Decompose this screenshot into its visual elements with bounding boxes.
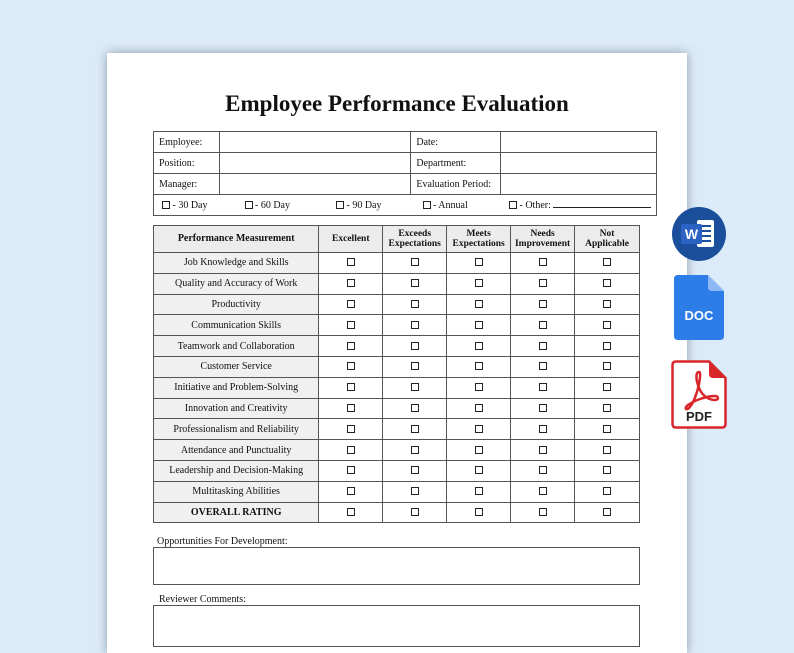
rating-checkbox[interactable]	[603, 258, 611, 266]
rating-cell	[447, 419, 511, 440]
criterion-label: Productivity	[154, 294, 319, 315]
period-option-90-day[interactable]: - 90 Day	[336, 200, 420, 211]
rating-cell	[575, 419, 640, 440]
rating-checkbox[interactable]	[411, 321, 419, 329]
rating-cell	[319, 481, 383, 502]
rating-cell	[383, 460, 447, 481]
rating-cell	[447, 398, 511, 419]
rating-checkbox[interactable]	[411, 383, 419, 391]
rating-checkbox[interactable]	[603, 446, 611, 454]
rating-cell	[319, 460, 383, 481]
rating-cell	[511, 253, 575, 274]
doc-file-icon[interactable]	[674, 275, 724, 340]
rating-cell	[319, 419, 383, 440]
rating-cell	[383, 336, 447, 357]
header-performance-measurement: Performance Measurement	[154, 226, 319, 253]
rating-checkbox[interactable]	[475, 487, 483, 495]
rating-cell	[447, 440, 511, 461]
rating-checkbox[interactable]	[475, 383, 483, 391]
rating-checkbox[interactable]	[603, 342, 611, 350]
rating-checkbox[interactable]	[539, 362, 547, 370]
rating-checkbox[interactable]	[539, 383, 547, 391]
rating-cell	[447, 377, 511, 398]
rating-cell	[447, 294, 511, 315]
period-checkbox[interactable]	[162, 201, 170, 209]
period-option-60-day[interactable]: - 60 Day	[245, 200, 334, 211]
period-option-30-day[interactable]: - 30 Day	[162, 200, 242, 211]
development-field[interactable]	[153, 547, 640, 585]
evaluation-period-label: Evaluation Period:	[411, 174, 501, 195]
rating-cell	[319, 253, 383, 274]
rating-cell	[511, 481, 575, 502]
rating-checkbox[interactable]	[411, 466, 419, 474]
employee-info-table	[153, 131, 657, 216]
employee-label: Employee:	[154, 132, 220, 153]
rating-checkbox[interactable]	[539, 300, 547, 308]
rating-checkbox[interactable]	[347, 446, 355, 454]
table-row	[154, 460, 640, 481]
rating-cell	[383, 419, 447, 440]
rating-cell	[511, 419, 575, 440]
rating-cell	[575, 294, 640, 315]
criterion-label: Professionalism and Reliability	[154, 419, 319, 440]
table-row	[154, 273, 640, 294]
rating-checkbox[interactable]	[411, 342, 419, 350]
rating-cell	[383, 398, 447, 419]
date-field[interactable]	[501, 132, 657, 153]
rating-cell	[319, 273, 383, 294]
rating-checkbox[interactable]	[347, 508, 355, 516]
rating-checkbox[interactable]	[603, 383, 611, 391]
rating-checkbox[interactable]	[603, 404, 611, 412]
department-label: Department:	[411, 153, 501, 174]
doc-label: DOC	[684, 308, 714, 323]
department-field[interactable]	[501, 153, 657, 174]
period-option-other[interactable]: - Other:	[509, 199, 651, 211]
rating-checkbox[interactable]	[475, 342, 483, 350]
rating-cell	[511, 356, 575, 377]
rating-checkbox[interactable]	[347, 258, 355, 266]
rating-checkbox[interactable]	[603, 300, 611, 308]
rating-checkbox[interactable]	[539, 279, 547, 287]
rating-checkbox[interactable]	[539, 342, 547, 350]
rating-checkbox[interactable]	[411, 425, 419, 433]
rating-checkbox[interactable]	[539, 508, 547, 516]
table-row	[154, 419, 640, 440]
table-row	[154, 377, 640, 398]
period-checkbox[interactable]	[336, 201, 344, 209]
pdf-label: PDF	[686, 409, 712, 424]
rating-checkbox[interactable]	[411, 508, 419, 516]
header-meets-expectations: Meets Expectations	[447, 226, 511, 253]
rating-cell	[575, 356, 640, 377]
rating-cell	[447, 502, 511, 523]
rating-checkbox[interactable]	[603, 466, 611, 474]
rating-checkbox[interactable]	[539, 404, 547, 412]
rating-checkbox[interactable]	[475, 300, 483, 308]
rating-cell	[319, 377, 383, 398]
rating-checkbox[interactable]	[539, 425, 547, 433]
position-label: Position:	[154, 153, 220, 174]
rating-cell	[511, 336, 575, 357]
table-row	[154, 253, 640, 274]
rating-cell	[447, 481, 511, 502]
overall-rating-row	[154, 502, 640, 523]
criterion-label: Leadership and Decision-Making	[154, 460, 319, 481]
header-excellent: Excellent	[319, 226, 383, 253]
rating-cell	[575, 273, 640, 294]
period-options	[154, 195, 657, 216]
table-row	[154, 398, 640, 419]
rating-checkbox[interactable]	[411, 487, 419, 495]
table-header-row	[154, 226, 640, 253]
rating-cell	[511, 398, 575, 419]
period-checkbox[interactable]	[423, 201, 431, 209]
table-row	[154, 481, 640, 502]
rating-checkbox[interactable]	[347, 487, 355, 495]
rating-checkbox[interactable]	[603, 487, 611, 495]
rating-checkbox[interactable]	[347, 279, 355, 287]
rating-cell	[511, 273, 575, 294]
rating-cell	[447, 253, 511, 274]
criterion-label: Multitasking Abilities	[154, 481, 319, 502]
overall-rating-label: OVERALL RATING	[154, 502, 319, 523]
criterion-label: Initiative and Problem-Solving	[154, 377, 319, 398]
development-label: Opportunities For Development:	[157, 536, 288, 547]
rating-checkbox[interactable]	[475, 404, 483, 412]
evaluation-period-field[interactable]	[501, 174, 657, 195]
rating-cell	[511, 502, 575, 523]
rating-cell	[511, 460, 575, 481]
rating-cell	[319, 336, 383, 357]
rating-cell	[319, 315, 383, 336]
rating-checkbox[interactable]	[347, 404, 355, 412]
header-not-applicable: Not Applicable	[575, 226, 640, 253]
criterion-label: Job Knowledge and Skills	[154, 253, 319, 274]
rating-checkbox[interactable]	[411, 258, 419, 266]
other-period-line[interactable]	[553, 199, 651, 208]
word-icon[interactable]	[671, 206, 727, 262]
rating-cell	[447, 336, 511, 357]
criterion-label: Customer Service	[154, 356, 319, 377]
document-page	[107, 53, 687, 653]
rating-cell	[447, 315, 511, 336]
rating-checkbox[interactable]	[603, 279, 611, 287]
rating-checkbox[interactable]	[603, 362, 611, 370]
rating-checkbox[interactable]	[539, 466, 547, 474]
pdf-file-icon[interactable]	[671, 360, 727, 429]
rating-cell	[319, 440, 383, 461]
rating-checkbox[interactable]	[411, 446, 419, 454]
table-row	[154, 294, 640, 315]
rating-checkbox[interactable]	[603, 425, 611, 433]
rating-cell	[383, 315, 447, 336]
rating-cell	[511, 294, 575, 315]
rating-checkbox[interactable]	[411, 300, 419, 308]
rating-cell	[383, 356, 447, 377]
header-exceeds-expectations: Exceeds Expectations	[383, 226, 447, 253]
rating-cell	[383, 253, 447, 274]
rating-cell	[575, 253, 640, 274]
rating-checkbox[interactable]	[603, 508, 611, 516]
rating-cell	[575, 481, 640, 502]
rating-checkbox[interactable]	[475, 362, 483, 370]
rating-cell	[575, 315, 640, 336]
rating-checkbox[interactable]	[475, 321, 483, 329]
rating-cell	[383, 502, 447, 523]
rating-cell	[447, 356, 511, 377]
word-letter: W	[684, 226, 699, 242]
rating-cell	[447, 460, 511, 481]
rating-checkbox[interactable]	[539, 258, 547, 266]
criterion-label: Communication Skills	[154, 315, 319, 336]
table-row	[154, 440, 640, 461]
rating-checkbox[interactable]	[539, 321, 547, 329]
period-option-annual[interactable]: - Annual	[423, 200, 507, 211]
position-field[interactable]	[220, 153, 411, 174]
date-label: Date:	[411, 132, 501, 153]
rating-checkbox[interactable]	[347, 321, 355, 329]
rating-checkbox[interactable]	[475, 425, 483, 433]
period-checkbox[interactable]	[509, 201, 517, 209]
manager-field[interactable]	[220, 174, 411, 195]
comments-field[interactable]	[153, 605, 640, 647]
rating-cell	[575, 440, 640, 461]
rating-checkbox[interactable]	[603, 321, 611, 329]
rating-cell	[575, 336, 640, 357]
rating-cell	[575, 377, 640, 398]
rating-checkbox[interactable]	[347, 425, 355, 433]
rating-cell	[319, 398, 383, 419]
criterion-label: Innovation and Creativity	[154, 398, 319, 419]
rating-checkbox[interactable]	[411, 362, 419, 370]
rating-cell	[511, 440, 575, 461]
rating-checkbox[interactable]	[411, 404, 419, 412]
rating-cell	[447, 273, 511, 294]
table-row	[154, 315, 640, 336]
criterion-label: Attendance and Punctuality	[154, 440, 319, 461]
rating-cell	[575, 398, 640, 419]
rating-checkbox[interactable]	[475, 258, 483, 266]
rating-cell	[319, 502, 383, 523]
rating-cell	[383, 481, 447, 502]
table-row	[154, 356, 640, 377]
form-title: Employee Performance Evaluation	[225, 91, 569, 116]
rating-checkbox[interactable]	[347, 466, 355, 474]
rating-checkbox[interactable]	[347, 362, 355, 370]
rating-cell	[575, 502, 640, 523]
rating-checkbox[interactable]	[347, 300, 355, 308]
table-row	[154, 336, 640, 357]
rating-checkbox[interactable]	[539, 446, 547, 454]
rating-cell	[383, 440, 447, 461]
rating-checkbox[interactable]	[475, 508, 483, 516]
rating-checkbox[interactable]	[475, 446, 483, 454]
rating-cell	[319, 294, 383, 315]
criterion-label: Teamwork and Collaboration	[154, 336, 319, 357]
rating-checkbox[interactable]	[347, 342, 355, 350]
rating-cell	[383, 294, 447, 315]
rating-cell	[383, 377, 447, 398]
criterion-label: Quality and Accuracy of Work	[154, 273, 319, 294]
manager-label: Manager:	[154, 174, 220, 195]
rating-checkbox[interactable]	[411, 279, 419, 287]
rating-checkbox[interactable]	[539, 487, 547, 495]
rating-cell	[511, 315, 575, 336]
rating-cell	[319, 356, 383, 377]
employee-field[interactable]	[220, 132, 411, 153]
rating-checkbox[interactable]	[475, 466, 483, 474]
rating-checkbox[interactable]	[475, 279, 483, 287]
rating-cell	[383, 273, 447, 294]
rating-checkbox[interactable]	[347, 383, 355, 391]
rating-cell	[511, 377, 575, 398]
performance-table	[153, 225, 640, 523]
header-needs-improvement: Needs Improvement	[511, 226, 575, 253]
comments-label: Reviewer Comments:	[159, 594, 246, 605]
period-checkbox[interactable]	[245, 201, 253, 209]
rating-cell	[575, 460, 640, 481]
